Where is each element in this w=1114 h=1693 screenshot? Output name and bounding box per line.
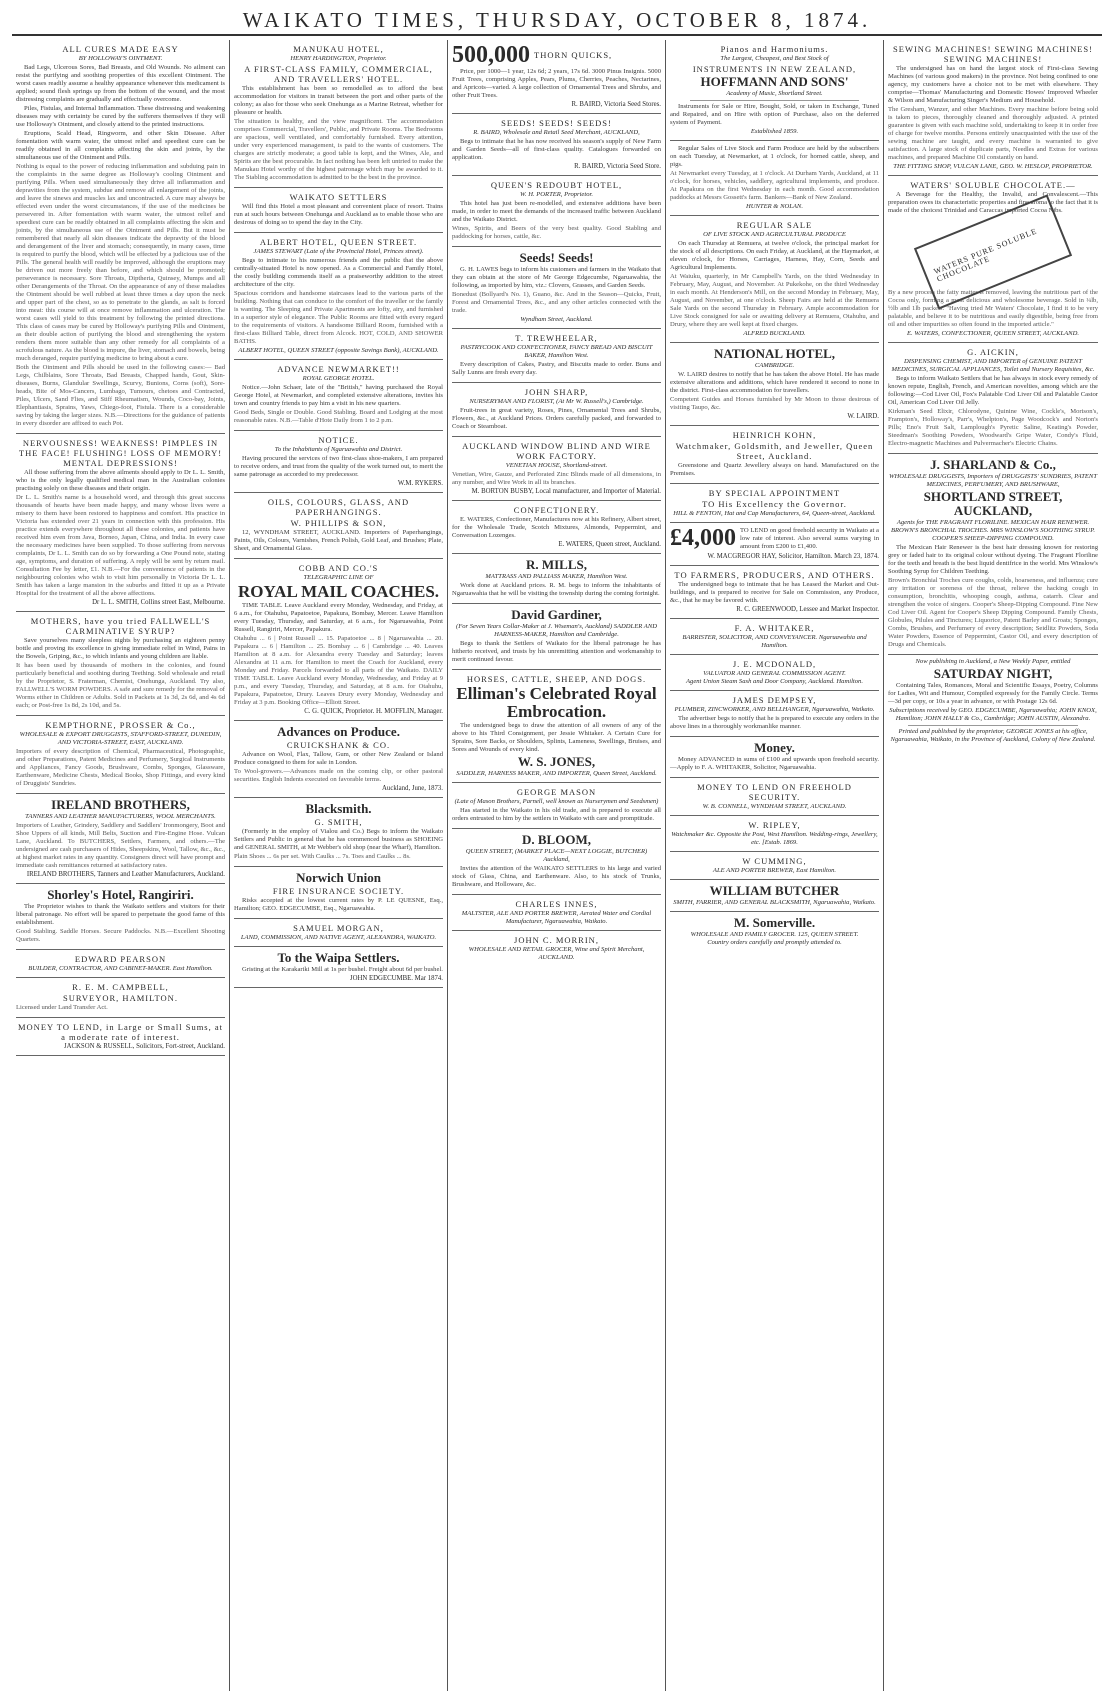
- filler-text: Bonedust (Bollyard's No. 1), Guano, &c. And in the Season—Quicks, Fruit, Forest and Ornamental Trees, &c., and any other articles connected with the trade.: [452, 291, 661, 314]
- ad-subtitle: BARRISTER, SOLICITOR, AND CONVEYANCER. Ngaruawahia and Hamilton.: [682, 634, 867, 649]
- ad-subtitle: CAMBRIDGE.: [754, 362, 795, 369]
- ad-text: Agents for THE FRAGRANT FLORILINE. MEXICAN HAIR RENEWER. BROWN'S BRONCHIAL TROCHES. MRS WINSLOW'S SOOTHING SYRUP. COOPER'S SHEEP-DIPPING COMPOUND.: [890, 519, 1096, 542]
- ad-text: Save yourselves many sleepless nights by purchasing an eighteen penny bottle and proving its excellence in giving immediate relief in Wind, Pains in the Bowels, Griping, &c., to which infants and young children are liable.: [16, 637, 225, 660]
- ad-waipa-settlers: [234, 947, 443, 988]
- ad-text: Begs to intimate that he has now received his season's supply of New Farm and Garden Seeds—all of first-class quality. Catalogues forwarded on application.: [452, 138, 661, 161]
- ad-signature: E. WATERS, Queen street, Auckland.: [558, 541, 661, 548]
- ad-hill-fenton: [670, 484, 879, 523]
- ad-subtitle: W. H. PORTER, Proprietor.: [520, 191, 593, 198]
- ad-title: EDWARD PEARSON: [74, 954, 167, 964]
- ad-title: SEWING MACHINES! SEWING MACHINES! SEWING MACHINES!: [893, 44, 1093, 64]
- ad-big-number: £4,000: [670, 525, 736, 551]
- ad-text: G. H. LAWES begs to inform his customers and farmers in the Waikato that they can obtain at the store of Mr George Edgecumbe, Ngaruawahia, the following, as imported by him, viz.: Clovers, Grasses, and Garden Seeds.: [452, 266, 661, 289]
- ad-title: David Gardiner,: [511, 607, 602, 622]
- ad-text: Regular Sales of Live Stock and Farm Produce are held by the subscribers on each Tuesday, at Newmarket, at 1 o'clock, for horned cattle, sheep, and pigs.: [670, 145, 879, 168]
- ad-title: ALBERT HOTEL, QUEEN STREET.: [259, 237, 418, 247]
- ad-phillips: [234, 493, 443, 559]
- ad-subtitle: PLUMBER, ZINCWORKER, AND BELLHANGER, Ngaruawahia, Waikato.: [674, 706, 875, 713]
- ad-thorn-quicks: [452, 40, 661, 114]
- ad-subtitle: JAMES STEWART (Late of the Provincial Hotel, Princes street).: [253, 248, 424, 255]
- ad-title: Advances on Produce.: [277, 724, 400, 739]
- ad-text: Price, per 1000—1 year, 12s 6d; 2 years, 17s 6d. 3000 Pinus Insignis. 5000 Fruit Trees, comprising Apples, Pears, Plums, Cherries, Peaches, Nectarines, and Apricots—varied. A large collection of Ornamental Trees and Shrubs, and other Fruit Trees.: [452, 68, 661, 99]
- masthead: WAIKATO TIMES, THURSDAY, OCTOBER 8, 1874.: [12, 6, 1102, 36]
- ad-subtitle: ROYAL GEORGE HOTEL.: [302, 375, 375, 382]
- ad-text: The Largest, Cheapest, and Best Stock of: [720, 55, 829, 62]
- ad-john-sharp: [452, 383, 661, 437]
- ad-title: SATURDAY NIGHT,: [933, 666, 1053, 681]
- ad-title: NOTICE.: [318, 435, 359, 445]
- ad-subtitle: PASTRYCOOK AND CONFECTIONER, FANCY BREAD AND BISCUIT BAKER, Hamilton West.: [460, 344, 653, 359]
- ad-text: Begs to inform Waikato Settlers that he has always in stock every remedy of known repute, English, French, and American novelties, among which are the following:—Cod Liver Oil, Fox's Palatable Cod Liver Oil and Palatable Castor Oil, American Cod Liver Oil Jelly.: [888, 375, 1098, 406]
- ad-shorleys-hotel: [16, 884, 225, 950]
- ad-title: Shorley's Hotel, Rangiriri.: [47, 887, 194, 902]
- ad-text: All those suffering from the above ailments should apply to Dr L. L. Smith, who is the only legally qualified medical man in the Australian colonies practising solely on these diseases and their origin.: [16, 469, 225, 492]
- ad-signature: Established 1859.: [750, 128, 799, 135]
- ad-subtitle: CRUICKSHANK & CO.: [286, 740, 391, 750]
- filler-text: Both the Ointment and Pills should be used in the following cases:— Bad Legs, Chilblains, Sore Throats, Bad Breasts, Chapped hands, Gout, Skin-diseases, Burns, Glandular Swellings, Scurvy, Bunions, Corns (soft), Sore-heads, Bite of Mos-Cancers, Lumbago, Tumours, chetoes and Contracted, Piles, Ulcers, Sand Flies, and Stiff Rheumatism, Wounds, Coco-bay, Joints, Elephantiasis, Sprains, Yaws, Chiego-foot, Fistula. There is a considerable saving by taking the larger sizes. N.B.—Directions for the guidance of patients in every disorder are affixed to each Pot.: [16, 364, 225, 427]
- ad-text: Risks accepted at the lowest current rates by P. LE QUESNE, Esq., Hamilton; GEO. EDGECUMBE, Esq., Ngaruawahia.: [234, 897, 443, 912]
- seal-text: WATERS PURE SOLUBLE CHOCOLATE: [932, 226, 1039, 284]
- ad-subtitle: W. PHILLIPS & SON,: [290, 518, 387, 528]
- filler-text: Otahuhu ... 6 | Point Russell ... 15. Papatoetoe ... 8 | Ngaruawahia ... 20. Papakura ... 6 | Hamilton ... 25. Bombay ... 6 | Cambridge ... 40. Leaves Hamilton at 8 a.m. for Alexandra every Tuesday and Saturday; leaves Alexandra at 11 a.m. for Hamilton to meet the Coach for Auckland, every Monday and Friday. Parcels forwarded to all parts of the Waikato. DAILY TIME TABLE. Leave Auckland every Monday, Wednesday, and Friday at 9 p.m., and every Tuesday, Thursday, and Saturday, at 8 a.m. for Otahuhu, Papakura, Papatoetoe, Drury. Leaves Drury every Monday, Wednesday and Friday at 3 p.m. Booking Office—Elliott Street.: [234, 635, 443, 706]
- ad-text: The Mexican Hair Renewer is the best hair dressing known for restoring grey or faded hair to its original colour without dyeing. The Fragrant Floriline for the teeth and breath is the best liquid dentifrice in the world. Mrs Winslow's Soothing Syrup for Children Teething.: [888, 544, 1098, 575]
- filler-text: Kirkman's Seed Elixir, Chlorodyne, Quinine Wine, Cockle's, Morison's, Frampton's, Holloway's, Parr's, Whelpton's, Page Woodcock's and Norton's Pills; Eno's Fruit Salt, Lamplough's Pyretic Saline, Keating's Powder, Steedman's Soothing Powders, Woodward's Gripe Water, Condy's Fluid, Electro-magnetic Machines and Pulvermacher's Electric Chains.: [888, 408, 1098, 447]
- ad-signature: HILL & FENTON, Hat and Cap Manufacturers, 64, Queen-street, Auckland.: [673, 510, 876, 517]
- ad-window-blind: [452, 437, 661, 501]
- filler-text: The Gresham, Wanzer, and other Machines. Every machine before being sold is taken to pieces, thoroughly cleaned and thoroughly adjusted. A printed guarantee is given with each machine sold, undertaking to keep it in order free of charge for twelve months. Persons entirely unacquainted with the use of the sewing machine are taught, and every machine is warranted to give satisfaction. A large stock of duplicate parts, Needles and Extras for various machines, and prepared Machine Oil constantly on hand.: [888, 106, 1098, 161]
- ad-text: Begs to intimate to his numerous friends and the public that the above centrally-situated Hotel is now opened. As a Commercial and Family Hotel, the costly building commends itself as a praiseworthy addition to the street architecture of the city.: [234, 257, 443, 288]
- ad-cumming: [670, 852, 879, 880]
- ad-subtitle: (For Seven Years Collar-Maker at J. Wiseman's, Auckland) SADDLER AND HARNESS-MAKER, Hamilton and Cambridge.: [456, 623, 657, 638]
- ad-text: This establishment has been so remodelled as to afford the best accommodation for visitors in transit between the port and other parts of the colony; as also for those who seek Onehunga as a Marine Retreat, whether for pleasure or health.: [234, 85, 443, 116]
- ad-title: HORSES, CATTLE, SHEEP, AND DOGS.: [466, 674, 647, 684]
- ad-title: ADVANCE NEWMARKET!!: [277, 364, 400, 374]
- ad-title: W. RIPLEY,: [748, 820, 801, 830]
- ad-advance-newmarket: [234, 360, 443, 431]
- ad-subtitle: WHOLESALE & EXPORT DRUGGISTS, STAFFORD-STREET, DUNEDIN, AND VICTORIA-STREET, EAST, AUCKLAND.: [19, 731, 222, 746]
- ad-title: R. MILLS,: [525, 557, 588, 572]
- ad-title: KEMPTHORNE, PROSSER & Co.,: [45, 720, 196, 730]
- ad-title: GEORGE MASON: [516, 787, 597, 797]
- ad-money-freehold: [670, 778, 879, 816]
- ad-somerville: [670, 912, 879, 951]
- ad-text: Having procured the services of two first-class shoe-makers, I am prepared to receive orders, and trust from the quality of the work turned out, to merit the same patronage as accorded to my predecessor.: [234, 455, 443, 478]
- ad-subtitle: LAND, COMMISSION, AND NATIVE AGENT, ALEXANDRA, WAIKATO.: [240, 934, 437, 941]
- ad-signature: Dr L. L. SMITH, Collins street East, Melbourne.: [92, 599, 225, 606]
- ad-samuel-morgan: [234, 919, 443, 947]
- filler-text: At Waiuku, quarterly, in Mr Campbell's Yards, on the third Wednesday in February, May, August, and November. At Pukekohe, on the third Wednesday in each month. At Henderson's Mill, on the second Monday in February, May, August, and November, at one o'clock. Sheep Fairs are held at the Remuera Sale Yards on the second Thursday in February. Ample accommodation for Live Stock consigned for sale or awaiting delivery at Remuera, Otahuhu, and Drury, where they are well kept at fixed charges.: [670, 273, 879, 328]
- ad-headline: Elliman's Celebrated Royal Embrocation.: [456, 684, 657, 721]
- ad-title: CONFECTIONERY.: [513, 505, 600, 515]
- ad-holloway: [16, 40, 225, 434]
- ad-david-gardiner: [452, 604, 661, 670]
- ad-text: W. LAIRD desires to notify that he has taken the above Hotel. He has made extensive alterations and additions, which have rendered it second to none in the district. First-class accommodation for travellers.: [670, 371, 879, 394]
- columns: [12, 40, 1102, 1691]
- ad-cobb-coaches: [234, 559, 443, 721]
- ad-subtitle: G. SMITH,: [314, 817, 363, 827]
- filler-text: The situation is healthy, and the view magnificent. The accommodation comprises Commercial, Travellers', Public, and Private Rooms. The Bedrooms are spacious, well ventilated, and comfortably furnished. Every attention, under very experienced management, is paid to the wants of customers. The charges are strictly moderate; a good table is kept, and the Wines, Ale, and Spirits are the best procurable. In fact nothing has been left untried to make the Manukau Hotel worthy of the highest patronage which may be awarded to it. The Stabling accommodation is admitted to be the best in the province.: [234, 118, 443, 181]
- ad-text: Money ADVANCED in sums of £100 and upwards upon freehold security.—Apply to F. A. WHITAKER, Solicitor, Ngaruawahia.: [670, 756, 879, 771]
- ad-title: R. E. M. CAMPBELL,: [72, 982, 169, 992]
- ad-signature: THE FITTING SHOP, VULCAN LANE, GEO. W. HESLOP, PROPRIETOR.: [893, 163, 1093, 170]
- ad-saturday-night: [888, 655, 1098, 748]
- ad-title: ALL CURES MADE EASY: [62, 44, 179, 54]
- ad-money: [670, 737, 879, 778]
- ad-title: HEINRICH KOHN,: [732, 430, 817, 440]
- ad-text: TIME TABLE. Leave Auckland every Monday, Wednesday, and Friday, at 6 a.m., for Otahuhu, Papatoetoe, Papakura, Bombay, Mercer. Leave Hamilton every Tuesday, Thursday, and Saturday, at 6 a.m., for Ngaruawahia, Point Russell, Rangiriri, Mercer, Papakura.: [234, 602, 443, 633]
- filler-text: Wines, Spirits, and Beers of the very best quality. Good Stabling and paddocking for horses, cattle, &c.: [452, 225, 661, 240]
- ad-text: Every description of Cakes, Pastry, and Biscuits made to order. Buns and Sally Lunns are fresh every day.: [452, 361, 661, 376]
- ad-subtitle: SURVEYOR, HAMILTON.: [63, 993, 178, 1003]
- ad-title: Pianos and Harmoniums.: [720, 44, 829, 54]
- ad-text: Instruments for Sale or Hire, Bought, Sold, or taken in Exchange, Tuned and Repaired, and on Hire with option of Purchase, also on the deferred system of Payment.: [670, 103, 879, 126]
- ad-signature: JACKSON & RUSSELL, Solicitors, Fort-street, Auckland.: [63, 1043, 225, 1050]
- ad-title: WILLIAM BUTCHER: [709, 883, 840, 898]
- ad-subtitle: ALE AND PORTER BREWER, East Hamilton.: [712, 867, 837, 874]
- ad-text: Piles, Fistulas, and Internal Inflammation. These distressing and weakening diseases may with certainty be cured by the sufferers themselves if they will use Holloway's Ointment, and closely attend to the printed instructions.: [16, 105, 225, 128]
- ad-text: Containing Tales, Romances, Moral and Scientific Essays, Poetry, Columns for Ladies, Wit and Humour, Compiled expressly for the Family Circle. Terms—3d per copy, or 10s a year in advance, or with Postage 12s 6d.: [888, 682, 1098, 705]
- ad-subtitle: DISPENSING CHEMIST, AND IMPORTER of GENUINE PATENT MEDICINES, SURGICAL APPLIANCES, Toilet and Nursery Requisites, &c.: [891, 358, 1095, 373]
- ad-subtitle: Watchmaker &c. Opposite the Post, West Hamilton. Wedding-rings, Jewellery, etc. [Estab. 1869.: [671, 831, 878, 846]
- ad-money-to-lend: [16, 1018, 225, 1056]
- ad-subtitle: INSTRUMENTS IN NEW ZEALAND,: [692, 64, 857, 74]
- ad-title: F. A. WHITAKER,: [734, 623, 815, 633]
- ad-subtitle: WHOLESALE AND RETAIL GROCER, Wine and Spirit Merchant, AUCKLAND.: [468, 946, 645, 961]
- ad-subtitle: BY HOLLOWAY'S OINTMENT.: [78, 55, 163, 62]
- ad-signature: C. G. QUICK, Proprietor. H. MOFFLIN, Manager.: [304, 708, 443, 715]
- ad-subtitle: VALUATOR AND GENERAL COMMISSION AGENT.: [703, 670, 846, 677]
- ad-text: Begs to thank the Settlers of Waikato for the liberal patronage he has hitherto received, and trusts by his unremitting attention and workmanship to merit continued favour.: [452, 640, 661, 663]
- filler-text: It has been used by thousands of mothers in the colonies, and found particularly beneficial and soothing during Teething. Sold wholesale and retail by the Proprietor, S. Fraterman, Chemist, Onehunga, Auckland. Try also, FALLWELL'S WORM POWDERS. A safe and sure remedy for the removal of Worms either in Children or Adults. Sold in Packets at 1s 3d, 2s 6d, and 4s 6d each; or Post-free 1s 8d, 2s 10d, and 5s.: [16, 662, 225, 709]
- ad-subtitle: HENRY HARDINGTON, Proprietor.: [290, 55, 387, 62]
- ad-signature: R. BAIRD, Victoria Seed Store.: [574, 163, 661, 170]
- ad-text: The undersigned begs to intimate that he has Leased the Market and Out-buildings, and is prepared to receive for Sale on Commission, any Produce, &c., that he may be favored with.: [670, 581, 879, 604]
- ad-title: THORN QUICKS,: [534, 50, 613, 60]
- ad-text: Greenstone and Quartz Jewellery always on hand. Manufactured on the Premises.: [670, 462, 879, 477]
- ad-text: Work done at Auckland prices. R. M. begs to inform the inhabitants of Ngaruawahia that he will be visiting the township during the coming fortnight.: [452, 582, 661, 597]
- ad-heinrich-kohn: [670, 426, 879, 484]
- ad-subtitle: FIRE INSURANCE SOCIETY.: [272, 886, 405, 896]
- ad-text: Has started in the Waikato in his old trade, and is prepared to execute all orders entrusted to him by the settlers in Waikato with care and promptitude.: [452, 807, 661, 822]
- ad-to-farmers: [670, 566, 879, 619]
- ad-signature: E. WATERS, CONFECTIONER, QUEEN STREET, AUCKLAND.: [907, 330, 1079, 337]
- ad-norwich-union: [234, 867, 443, 919]
- ad-text: The undersigned has on hand the largest stock of First-class Sewing Machines (of various good makers) in the province. Not being confined to one agency, my customers have a choice not to be met with elsewhere. They comprise—Thomas' Manufacturing and Domestic Howes' Improved Wheeler & Wilson and Manufacturing Singer's Medium and Household.: [888, 65, 1098, 104]
- ad-title: IRELAND BROTHERS,: [51, 797, 190, 812]
- ad-subtitle: Now publishing in Auckland, a New Weekly Paper, entitled: [915, 658, 1071, 665]
- ad-subtitle: Watchmaker, Goldsmith, and Jeweller, Queen Street, Auckland.: [675, 441, 874, 461]
- ad-title: WATERS' SOLUBLE CHOCOLATE.—: [910, 180, 1076, 190]
- ad-title: Money.: [754, 740, 795, 755]
- ad-title: G. AICKIN,: [967, 347, 1019, 357]
- filler-text: Competent Guides and Horses furnished by Mr Moon to those desirous of visiting Taupo, &c.: [670, 396, 879, 411]
- ad-seeds: [452, 114, 661, 176]
- ad-sewing-machines: [888, 40, 1098, 176]
- filler-text: Venetian, Wire, Gauze, and Perforated Zinc Blinds made of all dimensions, in any number, and Wire Work in all its branches.: [452, 471, 661, 486]
- ad-kempthorne: [16, 716, 225, 794]
- filler-text: Spacious corridors and handsome staircases lead to the various parts of the building. Nothing that can conduce to the comfort of the traveller or the family is wanting. The Sleeping and Private Apartments are lofty, airy, and furnished in a superior style of elegance. The Public Rooms are fitted with every regard to the requirements of visitors. A handsome Billiard Room, furnished with a first-class Billiard Table, direct from Alcock. HOT, COLD, AND SHOWER BATHS.: [234, 290, 443, 345]
- ad-albert-hotel: [234, 233, 443, 360]
- ad-fallwell: [16, 612, 225, 716]
- ad-title: JOHN C. MORRIN,: [514, 935, 599, 945]
- ad-title: M. Somerville.: [733, 915, 816, 930]
- ad-manukau-hotel: [234, 40, 443, 188]
- ad-headline: HOFFMANN AND SONS': [700, 74, 849, 89]
- ad-charles-innes: [452, 895, 661, 931]
- ad-title: T. TREWHEELAR,: [515, 333, 598, 343]
- ad-title: COBB AND CO.'S: [298, 563, 379, 573]
- ad-title: MANUKAU HOTEL,: [293, 44, 384, 54]
- ad-subtitle: To the Inhabitants of Ngaruawahia and District.: [274, 446, 403, 453]
- ad-signature: M. BORTON BUSBY, Local manufacturer, and Importer of Material.: [471, 488, 661, 495]
- ad-subtitle: (Late of Mason Brothers, Parnell, well known as Nurserymen and Seedsmen): [454, 798, 659, 805]
- filler-text: Plain Shoes ... 6s per set. With Caulks ... 7s. Toes and Caulks ... 8s.: [234, 853, 411, 860]
- ad-title: MONEY TO LEND ON FREEHOLD SECURITY.: [697, 782, 852, 802]
- ad-title: NERVOUSNESS! WEAKNESS! PIMPLES IN THE FACE! FLUSHING! LOSS OF MEMORY! MENTAL DEPRESSIONS!: [18, 438, 223, 468]
- ad-subtitle: SMITH, FARRIER, AND GENERAL BLACKSMITH, Ngaruawahia, Waikato.: [673, 899, 876, 906]
- ad-signature: Subscriptions received by GEO. EDGECUMBE, Ngaruawahia; JOHN KNOX, Hamilton; JOHN HALLY & Co., Cambridge; JOHN AUSTIN, Alexandra.: [889, 707, 1097, 722]
- ad-title: CHARLES INNES,: [515, 899, 598, 909]
- ad-aickin: [888, 343, 1098, 454]
- ad-subtitle: WHOLESALE DRUGGISTS, Importers of DRUGGISTS' SUNDRIES, PATENT MEDICINES, PERFUMERY, AND BRUSHWARE,: [888, 473, 1097, 488]
- ad-signature: W.M. RYKERS.: [397, 480, 443, 487]
- filler-text: Dr L. L. Smith's name is a household word, and through this great success thousands of hearts have been made happy, and many whose lives were a misery to them have been restored to happiness and comfort. His practice in Victoria has extended over 21 years in connection with this profession. His practice extends everywhere throughout all these colonies, and patients have received him even from Java, Borneo, Japan, China, and India. In every case the necessary medicines have been supplied. To those suffering from nervous complaints, Dr L. L. Smith can do so by forwarding a One Pound note, stating age, symptoms, and duration of suffering. A reply will be sent by return mail. Consultation Fee by letter, £1. N.B.—For the convenience of patients in the neighbouring colonies who wish to visit him personally in Victoria Dr L. L. Smith has taken a large mansion in the suburbs and fitted it up as a Private Hospital for the treatment of all the above affections.: [16, 494, 225, 597]
- ad-signature: R. BAIRD, Victoria Seed Stores.: [571, 101, 661, 108]
- ad-cruickshank: [234, 721, 443, 798]
- ad-lawes-seeds: [452, 247, 661, 329]
- ad-title: NATIONAL HOTEL,: [713, 346, 836, 361]
- ad-signature: W. S. JONES,: [517, 754, 596, 769]
- ad-subtitle: WHOLESALE AND FAMILY GROCER. 125, QUEEN STREET.: [690, 931, 859, 938]
- ad-title: W CUMMING,: [742, 856, 807, 866]
- ad-headline: SHORTLAND STREET, AUCKLAND,: [923, 489, 1063, 518]
- ad-waters-chocolate: [888, 176, 1098, 343]
- ad-queens-redoubt-hotel: [452, 176, 661, 247]
- ad-elliman: [452, 670, 661, 783]
- ad-signature: ALFRED BUCKLAND.: [743, 330, 806, 337]
- ad-title: Norwich Union: [296, 870, 381, 885]
- ad-text: (Formerly in the employ of Vialou and Co.) Begs to inform the Waikato Settlers and Public in general that he has commenced business as SHOEING and GENERAL SMITH, at Mr Webber's old shop (near the Wharf), Hamilton.: [234, 828, 443, 851]
- column-4: [666, 40, 884, 1691]
- filler-text: To Wool-growers.—Advances made on the coming clip, or other pastoral securities. English Indents executed on favorable terms.: [234, 768, 443, 783]
- filler-text: Nothing is equal to the power of reducing inflammation and subduing pain in the complaints in the same degree as Holloway's cooling Ointment and purifying Pills. When used simultaneously they drive all inflammation and depravities from the system, subdue and remove all enlargement of the joints, and leave the sinews and muscles lax and uncontracted. A cure may always be effected even under the worst circumstances, if the use of the medicines be persevered in. After fomentation with warm water, the utmost relief and speediest cure can be readily obtained in all complaints affecting the skin and joints, by the simultaneous use of the Ointment and Pills. But it must be remembered that nearly all skin diseases indicate the depravity of the blood and derangement of the liver and stomach; consequently, in many cases, time is required to purify the blood, which will be effected by a judicious use of the Pills. The general health will readily be improved, although the eruptions may be driven out more freely than before, and which should be promoted; perseverance is necessary. Sore Throats, Diptheria, Quinsey, Mumps and all other Derangements of the Throat. On the appearance of any of these maladies the Ointment should be well rubbed at least three times a day upon the neck and upper part of the chest, so as to penetrate to the glands, as salt is forced into meat: this course will at once remove inflammation and ulceration. The worst cases will yield to this treatment by following the printed directions. This class of cases may be cured by Holloway's purifying Pills and Ointment, as their double action of purifying the blood and strengthening the system renders them more suitable than any other remedy for all complaints of a scrofulous nature. As the blood is impure, the liver, stomach and bowels, being much deranged, require purifying medicine to bring about a cure.: [16, 163, 225, 362]
- ad-title: D. BLOOM,: [522, 832, 591, 847]
- divider: [908, 725, 1078, 726]
- ad-text: Advance on Wool, Flax, Tallow, Gum, or other New Zealand or Island Produce consigned to them for sale in London.: [234, 751, 443, 766]
- ad-title: JAMES DEMPSEY,: [732, 695, 817, 705]
- ad-text: A Beverage for the Healthy, the Invalid, and Convalescent.—This preparation owes its characteristic properties and fine aroma to the fact that it is made of the choicest Trinidad and Caraccas imported Cocoa Nibs.: [888, 191, 1099, 214]
- ad-signature: Wyndham Street, Auckland.: [520, 316, 593, 323]
- ad-title: BY SPECIAL APPOINTMENT: [708, 488, 841, 498]
- ad-title: WAIKATO SETTLERS: [289, 192, 388, 202]
- ad-text: Fruit-trees in great variety, Roses, Pines, Ornamental Trees and Shrubs, Flowers, &c., at Auckland Prices. Orders carefully packed, and forwarded to Coach or Steamboat.: [452, 407, 661, 430]
- ad-big-number: 500,000: [452, 42, 530, 68]
- ad-campbell: [16, 978, 225, 1018]
- ad-dr-smith: [16, 434, 225, 612]
- ad-text: Gristing at the Karakariki Mill at 1s per bushel. Freight about 6d per bushel.: [242, 966, 443, 973]
- ad-text: The advertiser begs to notify that he is prepared to execute any orders in the above lines in a thoroughly workmanlike manner.: [670, 715, 879, 730]
- column-2: [230, 40, 448, 1691]
- ad-subtitle: R. BAIRD, Wholesale and Retail Seed Merchant, AUCKLAND,: [473, 129, 640, 136]
- ad-signature: ALBERT HOTEL, QUEEN STREET (opposite Savings Bank), AUCKLAND.: [238, 347, 439, 354]
- ad-text: Country orders carefully and promptly attended to.: [707, 939, 842, 946]
- ad-george-mason: [452, 783, 661, 829]
- ad-text: E. WATERS, Confectioner, Manufactures now at his Refinery, Albert street, for the Wholesale Trade, Scotch Mixtures, Almonds, Peppermint, and Conversation Lozenges.: [452, 516, 661, 539]
- ad-text: Eruptions, Scald Head, Ringworm, and other Skin Disease. After fomentation with warm water, the utmost relief and speediest cure can be readily obtained in all complaints affecting the skin and joints, by the simultaneous use of the Ointment and Pills.: [16, 130, 225, 161]
- filler-text: Good Beds, Single or Double. Good Stabling. Board and Lodging at the most reasonable rates. N.B.—Table d'Hote Daily from 1 to 2 p.m.: [234, 409, 443, 424]
- ad-text: The Proprietor wishes to thank the Waikato settlers and visitors for their liberal patronage. No effort will be spared to perpetuate the good fame of this establishment.: [16, 903, 225, 926]
- ad-regular-sale: [670, 216, 879, 343]
- ad-trewheelar: [452, 329, 661, 383]
- ad-signature: W. MACGREGOR HAY, Solicitor, Hamilton. March 23, 1874.: [707, 553, 879, 560]
- ad-text: Invites the attention of the WAIKATO SETTLERS to his large and varied stock of Glass, China, and Earthenware. Also, to his stock of Trunks, Brushware, and Holloware, &c.: [452, 865, 661, 888]
- ad-subtitle: MALTSTER, ALE AND PORTER BREWER, Aerated Water and Cordial Manufacturer, Ngaruawahia, Waikato.: [461, 910, 652, 925]
- filler-text: Good Stabling. Saddle Horses. Secure Paddocks. N.B.—Excellent Shooting Quarters.: [16, 928, 225, 943]
- ad-whitaker: [670, 619, 879, 655]
- ad-text: This hotel has just been re-modelled, and extensive additions have been made, in order to meet the demands of the increased traffic between Auckland and the Waikato District.: [452, 200, 661, 223]
- filler-text: Importers of every description of Chemical, Pharmaceutical, Photographic, and other Preparations, Patent Medicines and Perfumery, Surgical Instruments and Appliances, Fancy Goods, Brushware, Combs, Sponges, Glassware, Earthenware, Medicine Chests, Medical Books, Shop Fittings, and every kind of Druggists' Sundries.: [16, 748, 225, 787]
- ad-text: Notice.—John Schaer, late of the "British," having purchased the Royal George Hotel, at Newmarket, and completed extensive alterations, invites his town and country friends to pay him a visit in his new quarters.: [234, 384, 443, 407]
- ad-sharland: [888, 454, 1098, 655]
- column-3: [448, 40, 666, 1691]
- ad-title: SEEDS! SEEDS! SEEDS!: [501, 118, 612, 128]
- ad-subtitle: VENETIAN HOUSE, Shortland-street.: [505, 462, 608, 469]
- ad-signature: Auckland, June, 1873.: [382, 785, 443, 792]
- ad-subtitle: NURSERYMAN AND FLORIST, (At Mr W. Russell's,) Cambridge.: [469, 398, 644, 405]
- ad-title: JOHN SHARP,: [524, 387, 589, 397]
- ad-signature: IRELAND BROTHERS, Tanners and Leather Manufacturers, Auckland.: [26, 871, 225, 878]
- ad-blacksmith: [234, 798, 443, 867]
- ad-waikato-settlers: [234, 188, 443, 233]
- ad-loan-4000: [670, 523, 879, 566]
- ad-william-butcher: [670, 880, 879, 912]
- ad-signature: HUNTER & NOLAN.: [746, 203, 803, 210]
- ad-title: REGULAR SALE: [736, 220, 813, 230]
- ad-john-morrin: [452, 931, 661, 966]
- divider: [690, 100, 859, 101]
- ad-heading: A FIRST-CLASS FAMILY, COMMERCIAL, AND TRAVELLERS' HOTEL.: [244, 64, 433, 84]
- ad-subtitle: BUILDER, CONTRACTOR, AND CABINET-MAKER. East Hamilton.: [28, 965, 213, 972]
- ad-subtitle: TELEGRAPHIC LINE OF: [303, 574, 374, 581]
- column-5: [884, 40, 1102, 1691]
- ad-d-bloom: [452, 829, 661, 895]
- ad-subtitle: QUEEN STREET, (MARKET PLACE—NEXT LOGGIE, BUTCHER) Auckland,: [465, 848, 648, 863]
- filler-text: Licensed under Land Transfer Act.: [16, 1004, 108, 1011]
- ad-hunter-nolan: [670, 141, 879, 216]
- ad-text: Bad Legs, Ulcerous Sores, Bad Breasts, and Old Wounds. No ailment can resist the purifying and soothing properties of this excellent Ointment. The worst cases readily assume a healthy appearance whenever this medicament is applied; sound flesh springs up from the bottom of the wound, and the most distressing complaints are gradually and effectually overcome.: [16, 64, 225, 103]
- ad-hoffmann: [670, 40, 879, 141]
- ad-text: Will find this Hotel a most pleasant and convenient place of resort. Trains run at such hours between Onehunga and Auckland as to enable those who are desirous of doing so to spend the day in the City.: [234, 203, 443, 226]
- ad-dempsey: [670, 691, 879, 737]
- ad-title: SAMUEL MORGAN,: [293, 923, 384, 933]
- ad-national-hotel: [670, 343, 879, 426]
- ad-title: Seeds! Seeds!: [519, 250, 594, 265]
- ad-subtitle: OF LIVE STOCK AND AGRICULTURAL PRODUCE: [703, 231, 846, 238]
- ad-text: The undersigned begs to draw the attention of all owners of any of the above to his Third Consignment, per Jessie Whitaker. A Certain Cure for Sprains, Sore Backs, or Shoulders, Splints, Lameness, Swellings, Bruises, and Sores and Wounds of every kind.: [452, 722, 661, 753]
- ad-title: OILS, COLOURS, GLASS, AND PAPERHANGINGS.: [267, 497, 410, 517]
- ad-title: MONEY TO LEND, in Large or Small Sums, at a moderate rate of interest.: [17, 1022, 223, 1042]
- filler-text: Brown's Bronchial Troches cure coughs, colds, hoarseness, and influenza; cure any irritation or soreness of the throat, relieve the hacking cough in consumption, bronchitis, whooping cough, asthma, catarrh. Clear and strengthen the voice of singers. Cooper's Sheep-Dipping Compound. Fine New Cod Liver Oil. Agent for Cooper's Sheep Dipping Compound. Family Chests, Globules, Pilules and Tinctures; Liquorice, Patent Barley and Groats; Sponges, Combs, Brushes, and Perfumery of every description; Seidlitz Powders, Soda Water Powders, Essence of Peppermint, Castor Oil, and every description of Drugs and Chemicals.: [888, 577, 1098, 648]
- ad-header-row: [670, 526, 879, 552]
- ad-title: QUEEN'S REDOUBT HOTEL,: [490, 180, 623, 190]
- ad-title: MOTHERS, have you tried FALLWELL'S CARMINATIVE SYRUP?: [30, 616, 211, 636]
- ad-signature: Academy of Music, Shortland Street.: [726, 90, 823, 97]
- ad-notice: [234, 431, 443, 493]
- ad-signature: W. LAIRD.: [847, 413, 879, 420]
- filler-text: Importers of Leather, Grindery, Saddlery and Saddlers' Ironmongery, Boot and Shoe Uppers of all kinds, Mill Belts, Suction and Fire-Engine Hose. Vulcan Lane, Auckland. To BUTCHERS, Settlers, Farmers, and others.—The undersigned are cash purchasers of Hides, Sheepskins, Wool, Tallow, &c., &c., at highest market rates in any quantity. Consigners direct will have prompt and immediate cash remittances returned at satisfactory rates.: [16, 822, 225, 869]
- ad-ripley: [670, 816, 879, 852]
- ad-text: Agent Union Steam Sash and Door Company, Auckland. Hamilton.: [686, 678, 863, 685]
- ad-header-row: [452, 43, 661, 67]
- ad-headline: ROYAL MAIL COACHES.: [237, 582, 440, 601]
- ad-text: On each Thursday at Remuera, at twelve o'clock, the principal market for the stock of all descriptions. On each Friday, at Auckland, at the Haymarket, at eleven o'clock, for Horses, Carriages, Harness, Hay, Corn, Seeds and Agricultural Implements.: [670, 240, 879, 271]
- ad-signature: R. C. GREENWOOD, Lessee and Market Inspector.: [736, 606, 879, 613]
- ad-subtitle: MATTRASS AND PALLIASS MAKER, Hamilton West.: [485, 573, 628, 580]
- ad-title: J. SHARLAND & Co.,: [930, 457, 1056, 472]
- ad-title: To the Waipa Settlers.: [277, 950, 400, 965]
- filler-text: At Newmarket every Tuesday, at 1 o'clock. At Durham Yards, Auckland, at 11 o'clock, for horses, vehicles, saddlery, agricultural implements, and produce. At Papakura on the first Wednesday in each month. Good accommodation paddocks at Messrs Gossett's farm. Bankers—Bank of New Zealand.: [670, 170, 879, 201]
- ad-subtitle: SADDLER, HARNESS MAKER, AND IMPORTER, Queen Street, Auckland.: [456, 770, 657, 777]
- ad-ireland-brothers: [16, 794, 225, 884]
- ad-title: Blacksmith.: [305, 801, 372, 816]
- ad-text: TO LEND on good freehold security in Waikato at a low rate of interest. Also several sums varying in amount from £200 to £1,400.: [740, 527, 879, 550]
- ad-edward-pearson: [16, 950, 225, 978]
- ad-title: TO FARMERS, PRODUCERS, AND OTHERS.: [674, 570, 875, 580]
- ad-text: 12, WYNDHAM STREET, AUCKLAND. Importers of Paperhangings, Paints, Oils, Colours, Varnishes, French Polish, Gold Leaf, and Brushes; Plate, Sheet, and Ornamental Glass.: [234, 529, 443, 552]
- ad-title: J. E. MCDONALD,: [732, 659, 817, 669]
- column-1: [12, 40, 230, 1691]
- ad-signature: JOHN EDGECUMBE. Mar 1874.: [349, 975, 443, 982]
- ad-confectionery: [452, 501, 661, 554]
- ad-r-mills: [452, 554, 661, 604]
- ad-signature: W. B. CONNELL, WYNDHAM STREET, AUCKLAND.: [702, 803, 847, 810]
- filler-text: By a new process the fatty matter is removed, leaving the nutritious part of the Cocoa only, forming a most delicious and wholesome beverage. Sold in ¼lb, ½lb and 1lb packets. "Having tried Mr Waters' Chocolate, I find it to be very palatable, and believe it to be nutritious and easily digestible, being free from oil and other impurities so often found in the imported article.": [888, 289, 1098, 328]
- ad-subtitle: TANNERS AND LEATHER MANUFACTURERS, WOOL MERCHANTS.: [25, 813, 216, 820]
- ad-title: AUCKLAND WINDOW BLIND AND WIRE WORK FACTORY.: [462, 441, 651, 461]
- printer-footer: Printed and published by the proprietor, GEORGE JONES at his office, Ngaruawahia, Waikato, in the Province of Auckland, Colony of New Zealand.: [890, 728, 1096, 743]
- ad-subtitle: TO His Excellency the Governor.: [702, 499, 847, 509]
- ad-mcdonald: [670, 655, 879, 691]
